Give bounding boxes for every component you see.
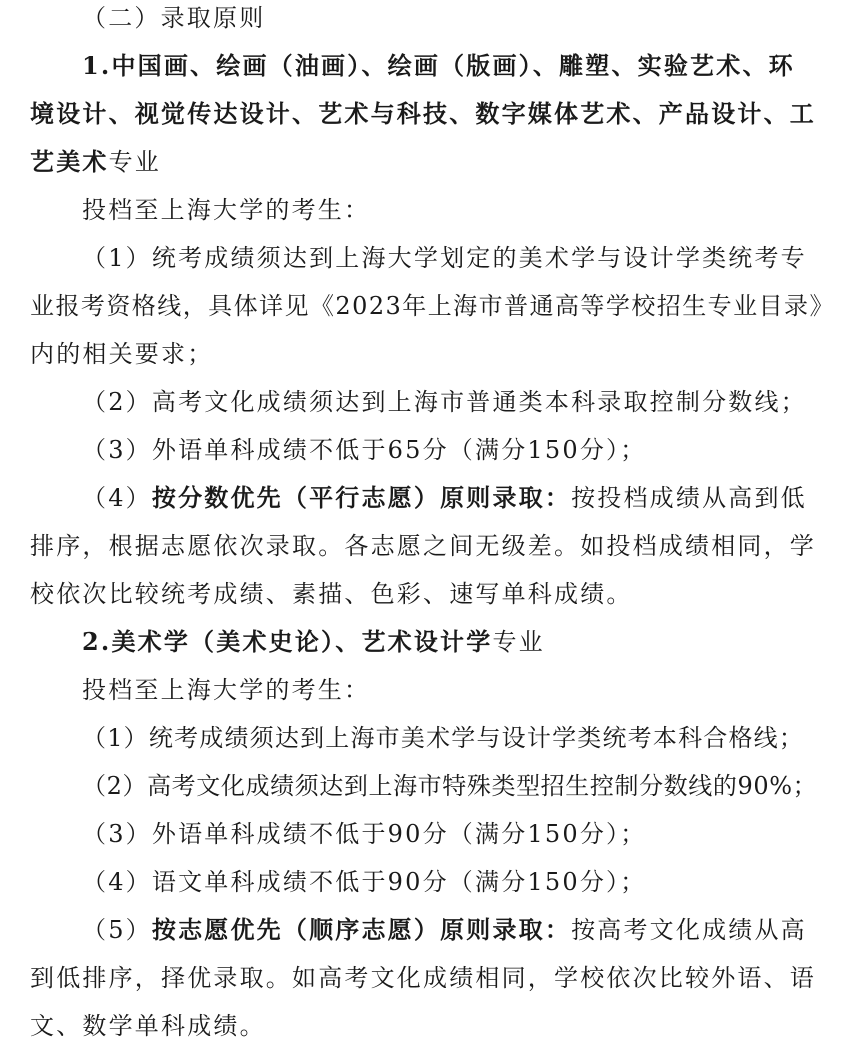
part2-title-suffix: 专业 bbox=[492, 628, 545, 656]
part1-item4-prefix: （4） bbox=[82, 484, 152, 512]
part2-item4: （4）语文单科成绩不低于90分（满分150分）； bbox=[82, 868, 647, 896]
part2-intro: 投档至上海大学的考生： bbox=[82, 676, 371, 704]
part1-item4-line-1 bbox=[82, 482, 807, 514]
part1-intro: 投档至上海大学的考生： bbox=[82, 196, 371, 224]
part1-item4-line-3: 校依次比较统考成绩、素描、色彩、速写单科成绩。 bbox=[30, 580, 633, 608]
part2-item5-line-3: 文、数学单科成绩。 bbox=[30, 1012, 266, 1040]
part2-item5-line-2: 到低排序，择优录取。如高考文化成绩相同，学校依次比较外语、语 bbox=[30, 964, 816, 992]
part2-item1: （1）统考成绩须达到上海市美术学与设计学类统考本科合格线； bbox=[82, 724, 805, 752]
part1-item1-line-1: （1）统考成绩须达到上海大学划定的美术学与设计学类统考专 bbox=[82, 244, 807, 272]
part2-item5-prefix: （5） bbox=[82, 916, 152, 944]
part1-item1-line-2: 业报考资格线，具体详见《2023年上海市普通高等学校招生专业目录》 bbox=[30, 292, 835, 320]
part1-item2: （2）高考文化成绩须达到上海市普通类本科录取控制分数线； bbox=[82, 388, 807, 416]
part1-item3: （3）外语单科成绩不低于65分（满分150分）； bbox=[82, 436, 647, 464]
part1-item4-line-2: 排序，根据志愿依次录取。各志愿之间无级差。如投档成绩相同，学 bbox=[30, 532, 816, 560]
part2-item3: （3）外语单科成绩不低于90分（满分150分）； bbox=[82, 820, 647, 848]
part1-item4-rest: 按投档成绩从高到低 bbox=[571, 484, 807, 512]
part2-item5-bold: 按志愿优先（顺序志愿）原则录取： bbox=[151, 915, 572, 944]
part1-title-line-1: 1.中国画、绘画（油画）、绘画（版画）、雕塑、实验艺术、环 bbox=[82, 51, 795, 80]
part1-title-bold: 艺美术 bbox=[30, 147, 109, 176]
part2-title bbox=[82, 626, 545, 658]
part1-title-suffix: 专业 bbox=[108, 148, 162, 176]
part1-title-line-3 bbox=[30, 146, 161, 178]
part1-item1-line-3: 内的相关要求； bbox=[30, 340, 214, 368]
part2-title-bold: 2.美术学（美术史论）、艺术设计学 bbox=[82, 627, 493, 656]
part1-item4-bold: 按分数优先（平行志愿）原则录取： bbox=[151, 483, 572, 512]
part2-item5-rest: 按高考文化成绩从高 bbox=[571, 916, 807, 944]
part1-title-line-2: 境设计、视觉传达设计、艺术与科技、数字媒体艺术、产品设计、工 bbox=[30, 99, 816, 128]
part2-item2: （2）高考文化成绩须达到上海市特殊类型招生控制分数线的90%； bbox=[82, 772, 818, 800]
part2-item5-line-1 bbox=[82, 914, 807, 946]
section-heading: （二）录取原则 bbox=[82, 4, 266, 32]
